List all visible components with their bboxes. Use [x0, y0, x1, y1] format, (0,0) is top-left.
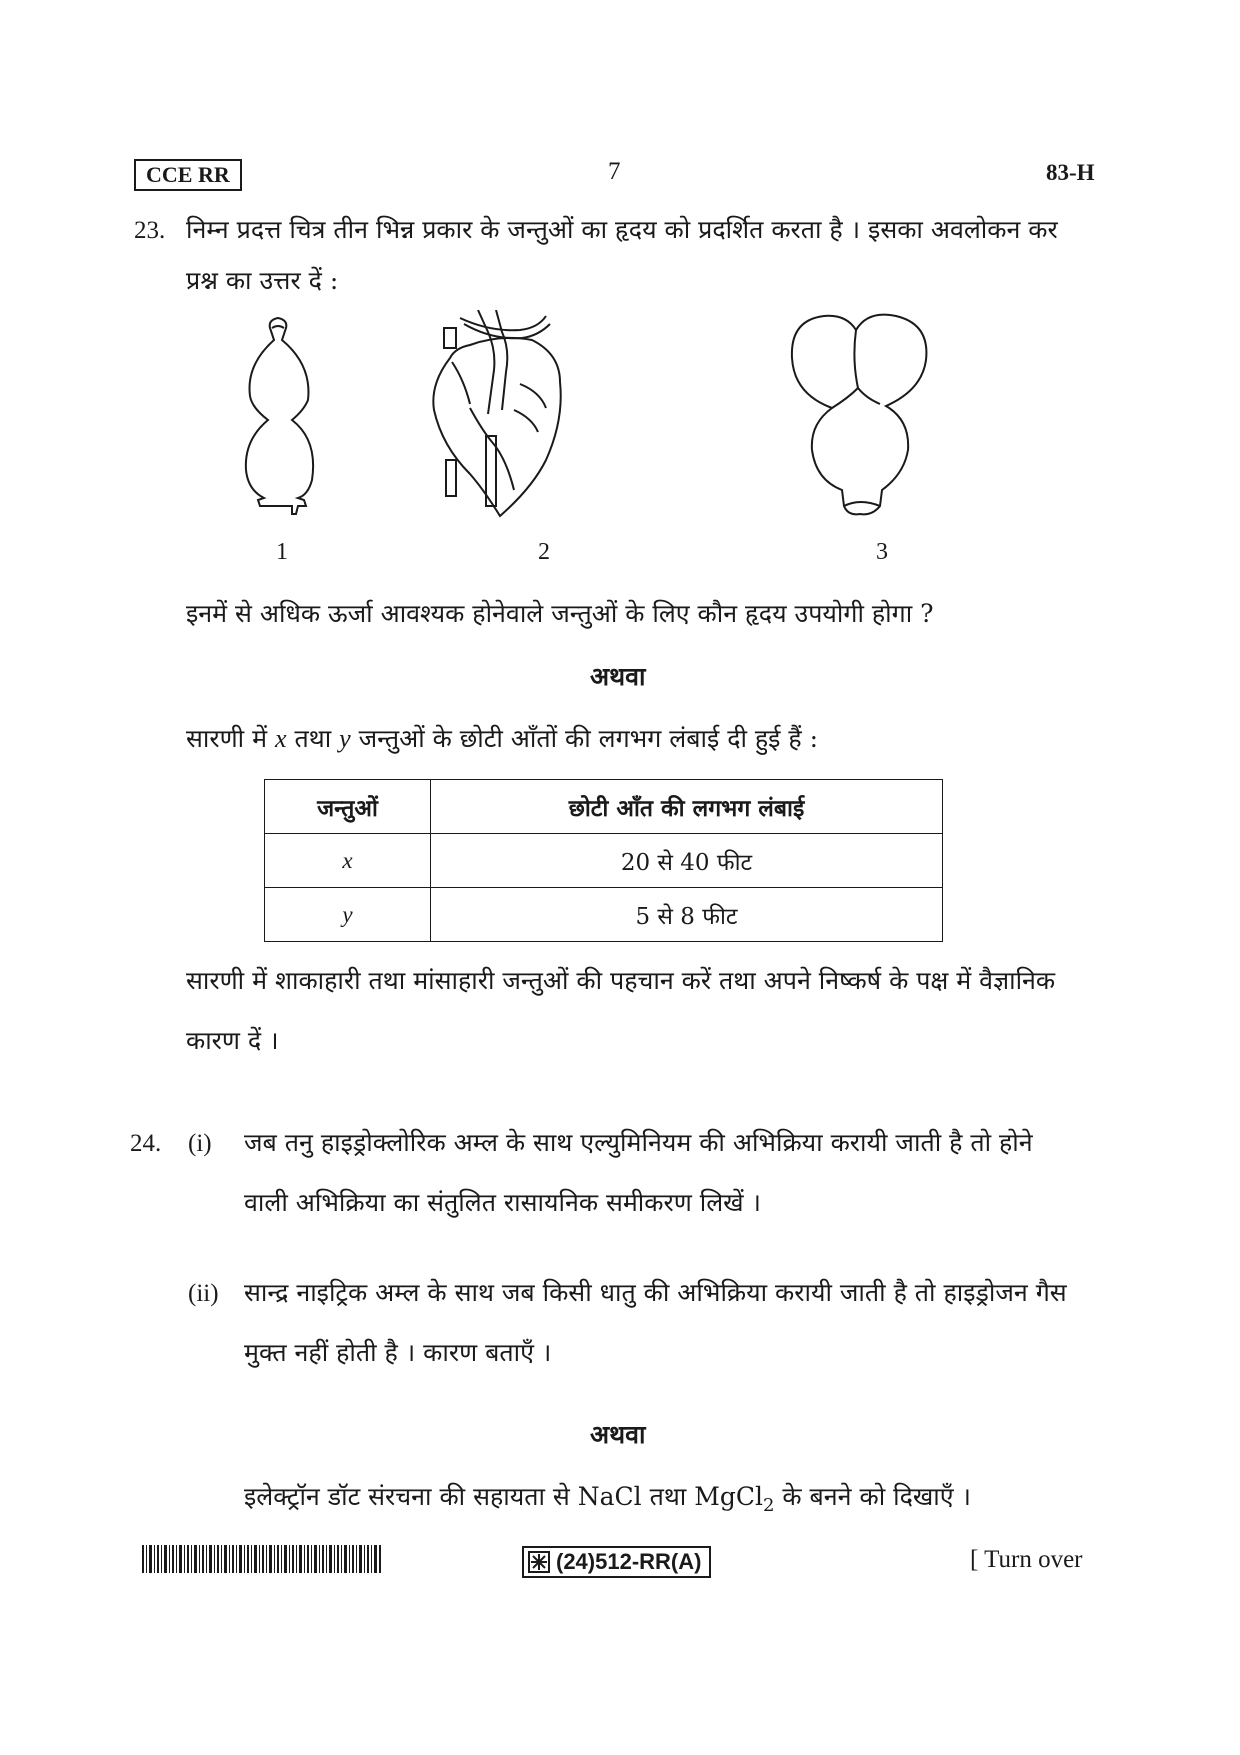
turn-over-label: [ Turn over — [970, 1546, 1083, 1573]
table-row — [265, 888, 943, 942]
heart-3-drawing — [792, 315, 927, 515]
paper-code-box — [522, 1546, 711, 1578]
q24-part-ii-label: (ii) — [188, 1280, 219, 1307]
table-intro-text-a: सारणी में — [186, 724, 275, 753]
q23-or-label: अथवा — [590, 662, 646, 691]
q24-part-i-line1: जब तनु हाइड्रोक्लोरिक अम्ल के साथ एल्युमिनियम की अभिक्रिया करायी जाती है तो होने — [244, 1128, 1033, 1157]
table-header-row — [265, 780, 943, 834]
table-intro-text-c: जन्तुओं के छोटी आँतों की लगभग लंबाई दी हुई हैं : — [350, 724, 819, 753]
figure-label-3: 3 — [876, 539, 888, 565]
table-intro-var-y: y — [339, 724, 351, 753]
header-code: CCE RR — [146, 162, 230, 187]
q23-question: इनमें से अधिक ऊर्जा आवश्यक होनेवाले जन्तुओं के लिए कौन हृदय उपयोगी होगा ? — [186, 599, 934, 628]
q23-closing-line1: सारणी में शाकाहारी तथा मांसाहारी जन्तुओं की पहचान करें तथा अपने निष्कर्ष के पक्ष में वैज्ञानिक — [186, 966, 1056, 995]
q24-part-ii-line2: मुक्त नहीं होती है । कारण बताएँ । — [244, 1338, 552, 1367]
alt-question-text-end: के बनने को दिखाएँ । — [774, 1482, 972, 1511]
barcode-image — [142, 1545, 382, 1573]
header-code-box — [134, 159, 242, 191]
q24-part-ii-line1: सान्द्र नाइट्रिक अम्ल के साथ जब किसी धातु की अभिक्रिया करायी जाती है तो हाइड्रोजन गैस — [244, 1278, 1067, 1307]
q23-text-line2: प्रश्न का उत्तर दें : — [186, 266, 339, 295]
figure-label-1: 1 — [276, 539, 288, 565]
paper-code: (24)512-RR(A) — [556, 1549, 702, 1574]
q24-alt-question — [244, 1482, 971, 1521]
q24-part-i-line2: वाली अभिक्रिया का संतुलित रासायनिक समीकरण लिखें । — [244, 1188, 762, 1217]
heart-figures — [220, 310, 980, 530]
table-row — [265, 834, 943, 888]
q24-or-label: अथवा — [590, 1420, 646, 1449]
star-emblem-icon — [528, 1551, 550, 1573]
table-intro-var-x: x — [275, 724, 287, 753]
table-header-length: छोटी आँत की लगभग लंबाई — [431, 780, 943, 834]
q24-part-i-label: (i) — [188, 1130, 212, 1157]
table-cell-length: 20 से 40 फीट — [431, 834, 943, 888]
table-intro-text-b: तथा — [286, 724, 340, 753]
alt-question-subscript: 2 — [762, 1495, 775, 1516]
table-header-animals: जन्तुओं — [265, 780, 431, 834]
figure-label-2: 2 — [538, 539, 550, 565]
question-number-24: 24. — [130, 1130, 162, 1157]
heart-2-drawing — [433, 310, 560, 516]
q23-text-line1: निम्न प्रदत्त चित्र तीन भिन्न प्रकार के जन्तुओं का हृदय को प्रदर्शित करता है । इसका अवलोकन कर — [186, 215, 1058, 244]
intestine-length-table — [264, 779, 943, 942]
q23-closing-line2: कारण दें । — [186, 1026, 279, 1055]
table-cell-animal: y — [265, 888, 431, 942]
table-cell-length: 5 से 8 फीट — [431, 888, 943, 942]
subject-code: 83-H — [1046, 160, 1095, 185]
alt-question-text: इलेक्ट्रॉन डॉट संरचना की सहायता से NaCl तथा MgCl — [244, 1482, 763, 1511]
q23-table-intro — [186, 724, 818, 754]
question-number-23: 23. — [134, 217, 166, 244]
heart-1-drawing — [246, 318, 313, 514]
table-cell-animal: x — [265, 834, 431, 888]
page-number: 7 — [608, 158, 621, 185]
